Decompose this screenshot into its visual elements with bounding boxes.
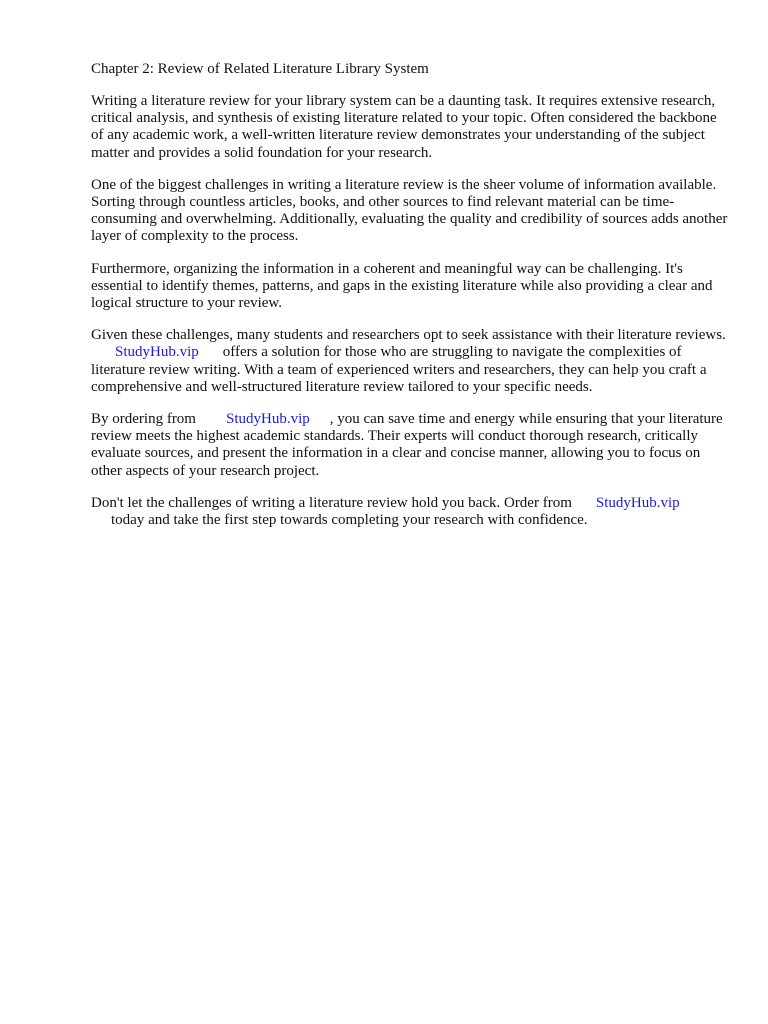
paragraph-organizing: Furthermore, organizing the information in a coherent and meaningful way can be challenging. It's essential to identify themes, patterns, and gaps in the existing literature while also providing a clear and logical structure to your review. <box>91 260 713 312</box>
document-title: Chapter 2: Review of Related Literature Library System <box>91 61 429 77</box>
paragraph-ordering-text-start: By ordering from <box>91 411 196 428</box>
paragraph-intro: Writing a literature review for your library system can be a daunting task. It requires extensive research, critical analysis, and synthesis of existing literature related to your topic. Often considered the backbone of any academic work, a well-written literature review demonstrates your understanding of the subject matter and provides a solid foundation for your research. <box>91 93 717 161</box>
paragraph-ordering <box>91 411 728 480</box>
paragraph-cta-text-end: today and take the first step towards completing your research with confidence. <box>111 512 588 529</box>
paragraph-assistance-text-start: Given these challenges, many students and researchers opt to seek assistance with their literature reviews. <box>91 327 726 344</box>
paragraph-call-to-action <box>91 495 728 529</box>
paragraph-ordering-text-end: , you can save time and energy while ensuring that your literature review meets the highest academic standards. Their experts will conduct thorough research, critically evaluate sources, and present the information in a clear and concise manner, allowing you to focus on other aspects of your research project. <box>91 411 723 479</box>
paragraph-assistance <box>91 327 728 396</box>
paragraph-assistance-text-end: offers a solution for those who are struggling to navigate the complexities of literature review writing. With a team of experienced writers and researchers, they can help you craft a comprehensive and well-structured literature review tailored to your specific needs. <box>91 344 707 395</box>
paragraph-cta-text-start: Don't let the challenges of writing a literature review hold you back. Order from <box>91 494 572 511</box>
paragraph-challenges: One of the biggest challenges in writing a literature review is the sheer volume of information available. Sorting through countless articles, books, and other sources to find relevant material can be time-consuming and overwhelming. Additionally, evaluating the quality and credibility of sources adds another layer of complexity to the process. <box>91 176 728 245</box>
studyhub-link-1[interactable]: StudyHub.vip <box>115 344 199 361</box>
studyhub-link-2[interactable]: StudyHub.vip <box>225 411 310 428</box>
studyhub-link-3[interactable]: StudyHub.vip <box>595 494 680 511</box>
